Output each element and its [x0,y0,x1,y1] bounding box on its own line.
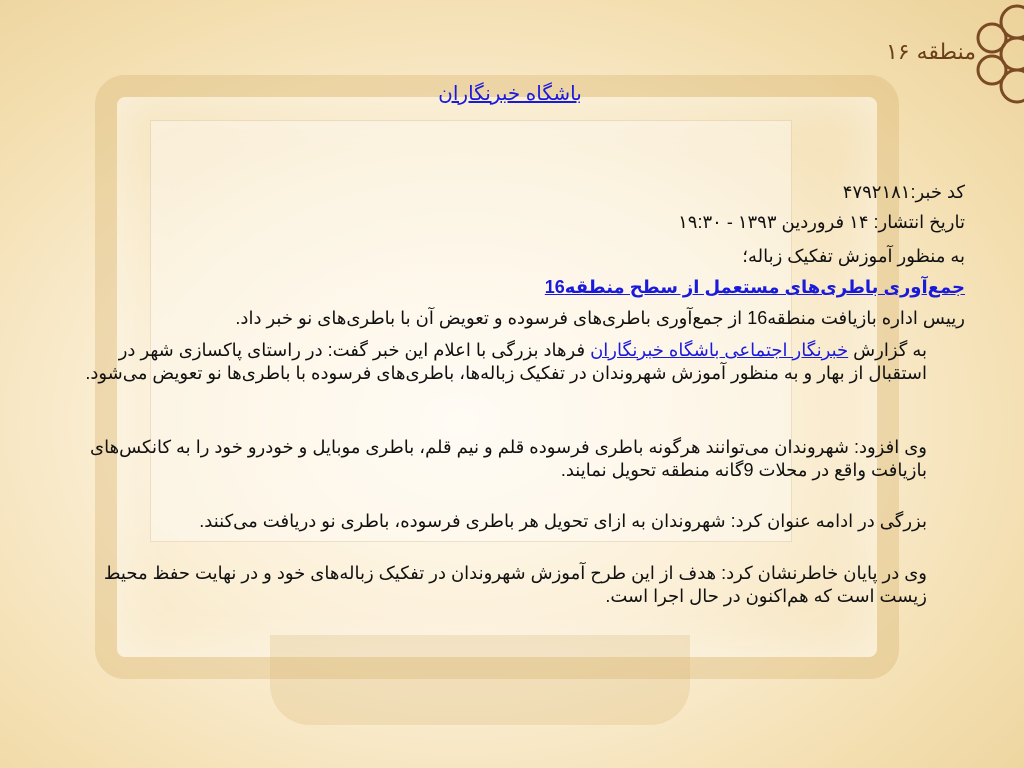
news-code: کد خبر:۴۷۹۲۱۸۱ [842,182,965,202]
paragraph-2: وی افزود: شهروندان می‌توانند هرگونه باطری فرسوده قلم و نیم قلم، باطری موبایل و خودرو خود را به کانکس‌های بازیافت واقع در محلات 9گانه منطقه تحویل نمایند. [90,437,927,480]
paragraph-1 [67,339,927,385]
logo-text: منطقه ۱۶ [885,40,976,65]
publish-date: تاریخ انتشار: ۱۴ فروردین ۱۳۹۳ - ۱۹:۳۰ [678,212,965,232]
monitor-stand-watermark [270,635,690,725]
paragraph-3: بزرگی در ادامه عنوان کرد: شهروندان به ازای تحویل هر باطری فرسوده، باطری نو دریافت می‌کنند. [199,511,927,531]
title-link[interactable]: باشگاه خبرنگاران [438,83,582,105]
p1-prefix: به گزارش [848,340,927,360]
lead-paragraph: رییس اداره بازیافت منطقه16 از جمع‌آوری باطری‌های فرسوده و تعویض آن با باطری‌های نو خبر داد. [235,308,965,328]
reporter-link[interactable]: خبرنگار اجتماعی باشگاه خبرنگاران [590,340,849,360]
headline-link[interactable]: جمع‌آوری باطری‌های مستعمل از سطح منطقه16 [544,277,965,297]
headline[interactable] [55,276,965,299]
intro-line: به منظور آموزش تفکیک زباله؛ [742,246,965,266]
article-title[interactable] [55,83,965,106]
p1-body: فرهاد بزرگی با اعلام این خبر گفت: در راستای پاکسازی شهر در استقبال از بهار و به منظور آموزش شهروندان در تفکیک زباله‌ها، باطری‌های فرسوده با باطری‌ها نو تعویض می‌شود. [85,340,927,383]
paragraph-4: وی در پایان خاطرنشان کرد: هدف از این طرح آموزش شهروندان در تفکیک زباله‌های خود و در نهایت حفظ محیط زیست است که هم‌اکنون در حال اجرا است. [103,563,927,606]
flower-logo-icon [962,0,1024,112]
